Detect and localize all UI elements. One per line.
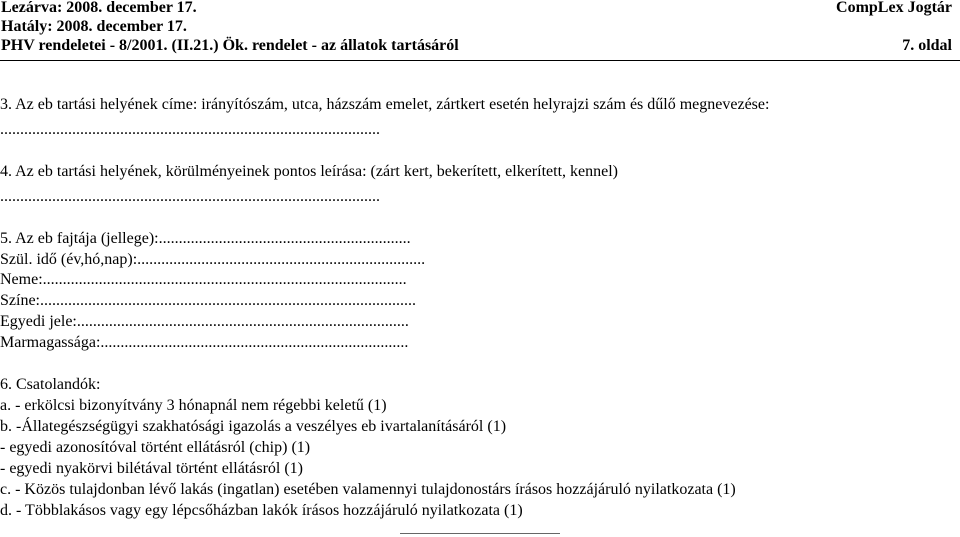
footer-divider: [400, 533, 560, 534]
body-line: 6. Csatolandók:: [0, 376, 101, 393]
body-line: 5. Az eb fajtája (jellege):...............................................................: [0, 230, 411, 247]
body-line: Neme:...........................................................................................: [0, 271, 407, 288]
body-line: d. - Többlakásos vagy egy lépcsőházban lakók írásos hozzájáruló nyilatkozata (1): [0, 502, 523, 519]
body-line: 4. Az eb tartási helyének, körülményeinek pontos leírása: (zárt kert, bekerített, elkerített, kennel): [0, 163, 618, 180]
body-line: Szül. idő (év,hó,nap):........................................................................: [0, 251, 426, 268]
header-divider: [0, 60, 960, 61]
document-header-right: [836, 0, 952, 55]
body-line: - egyedi azonosítóval történt ellátásról (chip) (1): [0, 439, 311, 456]
body-line: Egyedi jele:...................................................................................: [0, 313, 409, 330]
document-title: PHV rendeletei - 8/2001. (II.21.) Ök. rendelet - az állatok tartásáról: [1, 37, 459, 54]
effective-date: Hatály: 2008. december 17.: [1, 18, 187, 35]
publisher-brand: CompLex Jogtár: [836, 0, 952, 16]
body-line: ...............................................................................................: [0, 121, 380, 138]
body-line: - egyedi nyakörvi bilétával történt ellátásról (1): [0, 460, 303, 477]
body-line: Színe:..............................................................................................: [0, 292, 416, 309]
body-line: 3. Az eb tartási helyének címe: irányítószám, utca, házszám emelet, zártkert esetén helyrajzi szám és dűlő megnevezése:: [0, 96, 770, 113]
body-line: a. - erkölcsi bizonyítvány 3 hónapnál nem régebbi keletű (1): [0, 397, 387, 414]
page-number: 7. oldal: [902, 37, 952, 54]
body-line: c. - Közös tulajdonban lévő lakás (ingatlan) esetében valamennyi tulajdonostárs írásos hozzájáruló nyilatkozata (1): [0, 481, 736, 498]
body-line: b. -Állategészségügyi szakhatósági igazolás a veszélyes eb ivartalanításáról (1): [0, 418, 507, 435]
closed-date: Lezárva: 2008. december 17.: [1, 0, 197, 16]
body-line: Marmagassága:.............................................................................: [0, 334, 409, 351]
body-line: ...............................................................................................: [0, 188, 380, 205]
document-header-left: [1, 0, 459, 55]
